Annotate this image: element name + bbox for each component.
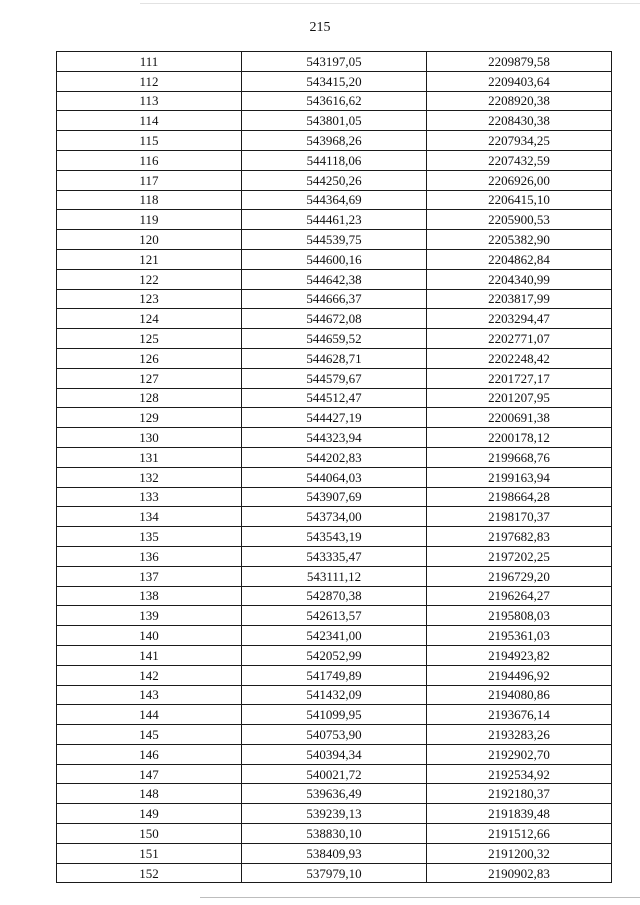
x-coordinate-cell: 540394,34: [242, 744, 427, 764]
coordinates-table: [56, 51, 612, 883]
point-number-cell: 122: [57, 269, 242, 289]
table-row: [57, 170, 612, 190]
x-coordinate-cell: 544659,52: [242, 329, 427, 349]
point-number-cell: 113: [57, 91, 242, 111]
table-row: [57, 487, 612, 507]
y-coordinate-cell: 2190902,83: [427, 863, 612, 883]
y-coordinate-cell: 2198170,37: [427, 507, 612, 527]
point-number-cell: 114: [57, 111, 242, 131]
point-number-cell: 143: [57, 685, 242, 705]
x-coordinate-cell: 543616,62: [242, 91, 427, 111]
y-coordinate-cell: 2206926,00: [427, 170, 612, 190]
x-coordinate-cell: 544064,03: [242, 467, 427, 487]
y-coordinate-cell: 2209403,64: [427, 71, 612, 91]
point-number-cell: 123: [57, 289, 242, 309]
table-row: [57, 91, 612, 111]
x-coordinate-cell: 538409,93: [242, 843, 427, 863]
table-row: [57, 329, 612, 349]
y-coordinate-cell: 2194496,92: [427, 665, 612, 685]
point-number-cell: 145: [57, 725, 242, 745]
x-coordinate-cell: 544600,16: [242, 249, 427, 269]
y-coordinate-cell: 2193283,26: [427, 725, 612, 745]
point-number-cell: 147: [57, 764, 242, 784]
table-row: [57, 230, 612, 250]
y-coordinate-cell: 2208430,38: [427, 111, 612, 131]
x-coordinate-cell: 544323,94: [242, 428, 427, 448]
table-row: [57, 348, 612, 368]
point-number-cell: 150: [57, 824, 242, 844]
y-coordinate-cell: 2204340,99: [427, 269, 612, 289]
y-coordinate-cell: 2191839,48: [427, 804, 612, 824]
point-number-cell: 111: [57, 52, 242, 72]
table-row: [57, 507, 612, 527]
x-coordinate-cell: 544628,71: [242, 348, 427, 368]
y-coordinate-cell: 2196729,20: [427, 566, 612, 586]
x-coordinate-cell: 542341,00: [242, 626, 427, 646]
x-coordinate-cell: 544250,26: [242, 170, 427, 190]
table-row: [57, 150, 612, 170]
x-coordinate-cell: 537979,10: [242, 863, 427, 883]
y-coordinate-cell: 2201727,17: [427, 368, 612, 388]
point-number-cell: 151: [57, 843, 242, 863]
x-coordinate-cell: 544579,67: [242, 368, 427, 388]
table-row: [57, 606, 612, 626]
y-coordinate-cell: 2199668,76: [427, 447, 612, 467]
point-number-cell: 119: [57, 210, 242, 230]
point-number-cell: 125: [57, 329, 242, 349]
y-coordinate-cell: 2192534,92: [427, 764, 612, 784]
table-row: [57, 566, 612, 586]
point-number-cell: 152: [57, 863, 242, 883]
table-row: [57, 744, 612, 764]
table-row: [57, 249, 612, 269]
table-row: [57, 467, 612, 487]
point-number-cell: 131: [57, 447, 242, 467]
y-coordinate-cell: 2194923,82: [427, 645, 612, 665]
point-number-cell: 112: [57, 71, 242, 91]
table-row: [57, 645, 612, 665]
point-number-cell: 139: [57, 606, 242, 626]
table-row: [57, 685, 612, 705]
y-coordinate-cell: 2198664,28: [427, 487, 612, 507]
x-coordinate-cell: 544364,69: [242, 190, 427, 210]
point-number-cell: 148: [57, 784, 242, 804]
y-coordinate-cell: 2197682,83: [427, 527, 612, 547]
point-number-cell: 137: [57, 566, 242, 586]
table-row: [57, 705, 612, 725]
table-row: [57, 190, 612, 210]
point-number-cell: 129: [57, 408, 242, 428]
point-number-cell: 132: [57, 467, 242, 487]
x-coordinate-cell: 543907,69: [242, 487, 427, 507]
x-coordinate-cell: 543197,05: [242, 52, 427, 72]
point-number-cell: 144: [57, 705, 242, 725]
y-coordinate-cell: 2195361,03: [427, 626, 612, 646]
point-number-cell: 141: [57, 645, 242, 665]
table-row: [57, 843, 612, 863]
point-number-cell: 117: [57, 170, 242, 190]
table-row: [57, 210, 612, 230]
x-coordinate-cell: 539636,49: [242, 784, 427, 804]
x-coordinate-cell: 542870,38: [242, 586, 427, 606]
x-coordinate-cell: 544427,19: [242, 408, 427, 428]
table-row: [57, 626, 612, 646]
table-row: [57, 824, 612, 844]
table-row: [57, 289, 612, 309]
x-coordinate-cell: 540753,90: [242, 725, 427, 745]
table-row: [57, 71, 612, 91]
x-coordinate-cell: 543734,00: [242, 507, 427, 527]
table-row: [57, 586, 612, 606]
y-coordinate-cell: 2196264,27: [427, 586, 612, 606]
point-number-cell: 138: [57, 586, 242, 606]
table-row: [57, 447, 612, 467]
x-coordinate-cell: 541099,95: [242, 705, 427, 725]
x-coordinate-cell: 544539,75: [242, 230, 427, 250]
x-coordinate-cell: 544202,83: [242, 447, 427, 467]
x-coordinate-cell: 544461,23: [242, 210, 427, 230]
table-row: [57, 804, 612, 824]
x-coordinate-cell: 543415,20: [242, 71, 427, 91]
point-number-cell: 116: [57, 150, 242, 170]
point-number-cell: 128: [57, 388, 242, 408]
coordinates-table-body: [57, 52, 612, 883]
scan-edge-line: [140, 3, 640, 4]
page-number: 215: [309, 20, 331, 35]
x-coordinate-cell: 542052,99: [242, 645, 427, 665]
y-coordinate-cell: 2205382,90: [427, 230, 612, 250]
table-row: [57, 131, 612, 151]
y-coordinate-cell: 2199163,94: [427, 467, 612, 487]
x-coordinate-cell: 543968,26: [242, 131, 427, 151]
y-coordinate-cell: 2192902,70: [427, 744, 612, 764]
x-coordinate-cell: 541432,09: [242, 685, 427, 705]
x-coordinate-cell: 544118,06: [242, 150, 427, 170]
y-coordinate-cell: 2191512,66: [427, 824, 612, 844]
table-row: [57, 269, 612, 289]
y-coordinate-cell: 2197202,25: [427, 546, 612, 566]
x-coordinate-cell: 544512,47: [242, 388, 427, 408]
point-number-cell: 127: [57, 368, 242, 388]
y-coordinate-cell: 2202771,07: [427, 329, 612, 349]
table-row: [57, 388, 612, 408]
x-coordinate-cell: 542613,57: [242, 606, 427, 626]
table-row: [57, 665, 612, 685]
table-row: [57, 309, 612, 329]
x-coordinate-cell: 538830,10: [242, 824, 427, 844]
table-row: [57, 428, 612, 448]
x-coordinate-cell: 539239,13: [242, 804, 427, 824]
y-coordinate-cell: 2192180,37: [427, 784, 612, 804]
point-number-cell: 124: [57, 309, 242, 329]
x-coordinate-cell: 544672,08: [242, 309, 427, 329]
point-number-cell: 115: [57, 131, 242, 151]
point-number-cell: 149: [57, 804, 242, 824]
x-coordinate-cell: 544666,37: [242, 289, 427, 309]
point-number-cell: 121: [57, 249, 242, 269]
table-row: [57, 408, 612, 428]
y-coordinate-cell: 2203817,99: [427, 289, 612, 309]
table-row: [57, 863, 612, 883]
y-coordinate-cell: 2203294,47: [427, 309, 612, 329]
point-number-cell: 133: [57, 487, 242, 507]
x-coordinate-cell: 543543,19: [242, 527, 427, 547]
y-coordinate-cell: 2194080,86: [427, 685, 612, 705]
y-coordinate-cell: 2209879,58: [427, 52, 612, 72]
point-number-cell: 135: [57, 527, 242, 547]
table-row: [57, 725, 612, 745]
point-number-cell: 146: [57, 744, 242, 764]
point-number-cell: 126: [57, 348, 242, 368]
point-number-cell: 120: [57, 230, 242, 250]
table-row: [57, 784, 612, 804]
point-number-cell: 118: [57, 190, 242, 210]
y-coordinate-cell: 2193676,14: [427, 705, 612, 725]
y-coordinate-cell: 2195808,03: [427, 606, 612, 626]
x-coordinate-cell: 543801,05: [242, 111, 427, 131]
scan-edge-line-bottom: [200, 897, 640, 898]
x-coordinate-cell: 541749,89: [242, 665, 427, 685]
y-coordinate-cell: 2208920,38: [427, 91, 612, 111]
point-number-cell: 134: [57, 507, 242, 527]
x-coordinate-cell: 543335,47: [242, 546, 427, 566]
table-row: [57, 111, 612, 131]
y-coordinate-cell: 2200691,38: [427, 408, 612, 428]
x-coordinate-cell: 544642,38: [242, 269, 427, 289]
y-coordinate-cell: 2202248,42: [427, 348, 612, 368]
y-coordinate-cell: 2207934,25: [427, 131, 612, 151]
point-number-cell: 130: [57, 428, 242, 448]
point-number-cell: 136: [57, 546, 242, 566]
x-coordinate-cell: 540021,72: [242, 764, 427, 784]
y-coordinate-cell: 2206415,10: [427, 190, 612, 210]
table-row: [57, 546, 612, 566]
table-row: [57, 368, 612, 388]
point-number-cell: 142: [57, 665, 242, 685]
y-coordinate-cell: 2200178,12: [427, 428, 612, 448]
point-number-cell: 140: [57, 626, 242, 646]
y-coordinate-cell: 2207432,59: [427, 150, 612, 170]
y-coordinate-cell: 2191200,32: [427, 843, 612, 863]
y-coordinate-cell: 2204862,84: [427, 249, 612, 269]
table-row: [57, 52, 612, 72]
table-row: [57, 764, 612, 784]
y-coordinate-cell: 2201207,95: [427, 388, 612, 408]
y-coordinate-cell: 2205900,53: [427, 210, 612, 230]
x-coordinate-cell: 543111,12: [242, 566, 427, 586]
table-row: [57, 527, 612, 547]
